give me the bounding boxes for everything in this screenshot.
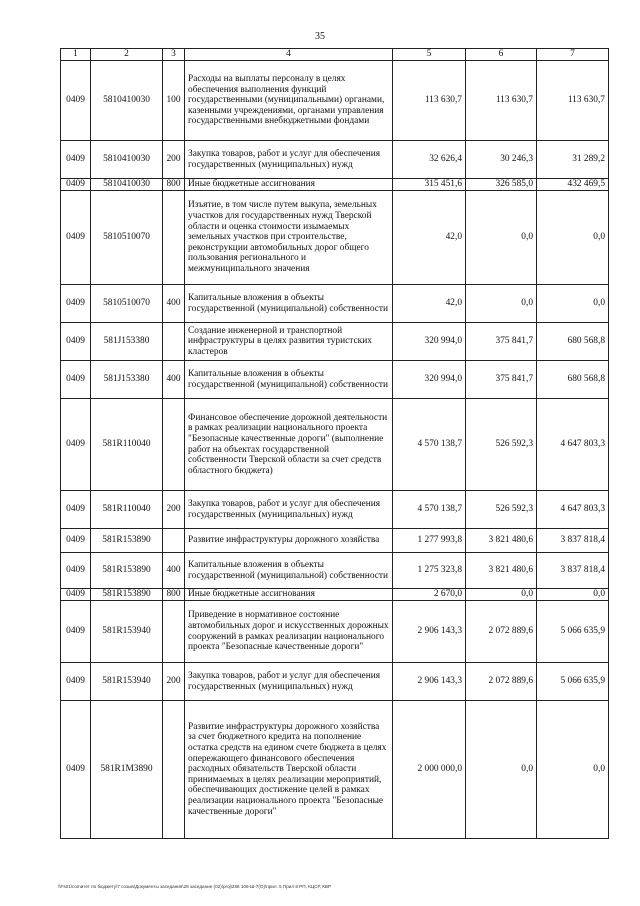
section-cell: 0409 xyxy=(61,141,91,179)
amount-year3-cell: 0,0 xyxy=(537,701,609,839)
footer-file-path: \\Fs01\comитет по бюджету\7 созыв\Документы заседания\28 заседание (02)\proj\286 108-Ш-7(О)\прил. 5 Прил 8 РП, КЦСР, КВР xyxy=(58,884,332,889)
header-cell: 7 xyxy=(537,49,609,61)
code-cell: 5810510070 xyxy=(91,285,163,323)
section-cell: 0409 xyxy=(61,491,91,529)
table-row xyxy=(61,285,609,323)
section-cell: 0409 xyxy=(61,285,91,323)
description-cell: Капитальные вложения в объекты государственной (муниципальной) собственности xyxy=(185,361,393,399)
description-cell: Финансовое обеспечение дорожной деятельности в рамках реализации национального проекта "Безопасные качественные дороги" (выполнение работ на объектах государственной собственности Тверской области за счет средств областного бюджета) xyxy=(185,399,393,491)
type-cell xyxy=(163,701,185,839)
header-cell: 2 xyxy=(91,49,163,61)
amount-year3-cell: 31 289,2 xyxy=(537,141,609,179)
amount-year3-cell: 0,0 xyxy=(537,285,609,323)
section-cell: 0409 xyxy=(61,323,91,361)
table-row xyxy=(61,701,609,839)
type-cell xyxy=(163,323,185,361)
section-cell: 0409 xyxy=(61,399,91,491)
table-row xyxy=(61,141,609,179)
amount-year2-cell: 375 841,7 xyxy=(466,323,537,361)
amount-year3-cell: 5 066 635,9 xyxy=(537,601,609,663)
table-header-row xyxy=(61,49,609,61)
table-row xyxy=(61,553,609,589)
amount-year1-cell: 113 630,7 xyxy=(393,61,466,141)
amount-year1-cell: 4 570 138,7 xyxy=(393,491,466,529)
amount-year2-cell: 526 592,3 xyxy=(466,491,537,529)
amount-year1-cell: 2 906 143,3 xyxy=(393,663,466,701)
code-cell: 5810410030 xyxy=(91,141,163,179)
budget-table xyxy=(60,48,609,839)
amount-year1-cell: 1 275 323,8 xyxy=(393,553,466,589)
amount-year3-cell: 113 630,7 xyxy=(537,61,609,141)
description-cell: Иные бюджетные ассигнования xyxy=(185,589,393,601)
header-cell: 5 xyxy=(393,49,466,61)
code-cell: 581R1M3890 xyxy=(91,701,163,839)
table-row xyxy=(61,323,609,361)
amount-year1-cell: 320 994,0 xyxy=(393,361,466,399)
type-cell: 200 xyxy=(163,491,185,529)
amount-year2-cell: 2 072 889,6 xyxy=(466,601,537,663)
description-cell: Создание инженерной и транспортной инфраструктуры в целях развития туристских кластеров xyxy=(185,323,393,361)
amount-year1-cell: 2 670,0 xyxy=(393,589,466,601)
description-cell: Капитальные вложения в объекты государственной (муниципальной) собственности xyxy=(185,553,393,589)
amount-year1-cell: 2 000 000,0 xyxy=(393,701,466,839)
table-row xyxy=(61,663,609,701)
table-row xyxy=(61,361,609,399)
description-cell: Изъятие, в том числе путем выкупа, земельных участков для государственных нужд Тверской области и оценка стоимости изымаемых земельных участков при строительстве, реконструкции автомобильных дорог общего пользования регионального и межмуниципального значения xyxy=(185,191,393,285)
amount-year3-cell: 3 837 818,4 xyxy=(537,529,609,553)
header-cell: 1 xyxy=(61,49,91,61)
description-cell: Развитие инфраструктуры дорожного хозяйства xyxy=(185,529,393,553)
code-cell: 581R110040 xyxy=(91,399,163,491)
table-row xyxy=(61,589,609,601)
amount-year2-cell: 3 821 480,6 xyxy=(466,553,537,589)
amount-year1-cell: 315 451,6 xyxy=(393,179,466,191)
section-cell: 0409 xyxy=(61,589,91,601)
table-row xyxy=(61,491,609,529)
type-cell: 400 xyxy=(163,285,185,323)
amount-year2-cell: 526 592,3 xyxy=(466,399,537,491)
amount-year2-cell: 2 072 889,6 xyxy=(466,663,537,701)
amount-year2-cell: 375 841,7 xyxy=(466,361,537,399)
amount-year3-cell: 432 469,5 xyxy=(537,179,609,191)
type-cell xyxy=(163,601,185,663)
code-cell: 5810410030 xyxy=(91,179,163,191)
amount-year3-cell: 4 647 803,3 xyxy=(537,491,609,529)
section-cell: 0409 xyxy=(61,61,91,141)
description-cell: Развитие инфраструктуры дорожного хозяйства за счет бюджетного кредита на пополнение остатка средств на едином счете бюджета в целях опережающего финансового обеспечения расходных обязательств Тверской области принимаемых в целях реализации мероприятий, обеспечивающих достижение целей в рамках реализации национального проекта "Безопасные качественные дороги" xyxy=(185,701,393,839)
amount-year1-cell: 32 626,4 xyxy=(393,141,466,179)
table-row xyxy=(61,529,609,553)
amount-year2-cell: 0,0 xyxy=(466,285,537,323)
code-cell: 5810510070 xyxy=(91,191,163,285)
amount-year2-cell: 3 821 480,6 xyxy=(466,529,537,553)
table-row xyxy=(61,61,609,141)
section-cell: 0409 xyxy=(61,179,91,191)
type-cell: 200 xyxy=(163,141,185,179)
amount-year2-cell: 326 585,0 xyxy=(466,179,537,191)
code-cell: 581R153890 xyxy=(91,529,163,553)
code-cell: 581J153380 xyxy=(91,323,163,361)
header-cell: 6 xyxy=(466,49,537,61)
section-cell: 0409 xyxy=(61,529,91,553)
table-row xyxy=(61,601,609,663)
section-cell: 0409 xyxy=(61,191,91,285)
amount-year3-cell: 3 837 818,4 xyxy=(537,553,609,589)
amount-year2-cell: 0,0 xyxy=(466,191,537,285)
type-cell: 400 xyxy=(163,553,185,589)
page-number: 35 xyxy=(315,31,325,42)
description-cell: Приведение в нормативное состояние автомобильных дорог и искусственных дорожных сооружений в рамках реализации национального проекта "Безопасные качественные дороги" xyxy=(185,601,393,663)
section-cell: 0409 xyxy=(61,553,91,589)
amount-year3-cell: 4 647 803,3 xyxy=(537,399,609,491)
table-body xyxy=(61,61,609,839)
amount-year2-cell: 0,0 xyxy=(466,701,537,839)
amount-year2-cell: 113 630,7 xyxy=(466,61,537,141)
amount-year3-cell: 5 066 635,9 xyxy=(537,663,609,701)
amount-year2-cell: 30 246,3 xyxy=(466,141,537,179)
description-cell: Капитальные вложения в объекты государственной (муниципальной) собственности xyxy=(185,285,393,323)
header-cell: 4 xyxy=(185,49,393,61)
amount-year1-cell: 42,0 xyxy=(393,285,466,323)
section-cell: 0409 xyxy=(61,601,91,663)
amount-year1-cell: 320 994,0 xyxy=(393,323,466,361)
section-cell: 0409 xyxy=(61,663,91,701)
type-cell: 200 xyxy=(163,663,185,701)
description-cell: Расходы на выплаты персоналу в целях обеспечения выполнения функций государственными (муниципальными) органами, казенными учреждениями, органами управления государственными внебюджетными фондами xyxy=(185,61,393,141)
amount-year1-cell: 2 906 143,3 xyxy=(393,601,466,663)
table-row xyxy=(61,399,609,491)
type-cell: 800 xyxy=(163,589,185,601)
code-cell: 5810410030 xyxy=(91,61,163,141)
amount-year1-cell: 4 570 138,7 xyxy=(393,399,466,491)
code-cell: 581R153890 xyxy=(91,553,163,589)
table-row xyxy=(61,191,609,285)
header-cell: 3 xyxy=(163,49,185,61)
type-cell: 800 xyxy=(163,179,185,191)
description-cell: Закупка товаров, работ и услуг для обеспечения государственных (муниципальных) нужд xyxy=(185,663,393,701)
type-cell xyxy=(163,529,185,553)
description-cell: Закупка товаров, работ и услуг для обеспечения государственных (муниципальных) нужд xyxy=(185,491,393,529)
amount-year3-cell: 0,0 xyxy=(537,589,609,601)
amount-year1-cell: 42,0 xyxy=(393,191,466,285)
type-cell: 400 xyxy=(163,361,185,399)
section-cell: 0409 xyxy=(61,361,91,399)
description-cell: Иные бюджетные ассигнования xyxy=(185,179,393,191)
amount-year2-cell: 0,0 xyxy=(466,589,537,601)
code-cell: 581R153890 xyxy=(91,589,163,601)
type-cell xyxy=(163,399,185,491)
amount-year3-cell: 680 568,8 xyxy=(537,323,609,361)
amount-year3-cell: 0,0 xyxy=(537,191,609,285)
code-cell: 581R153940 xyxy=(91,601,163,663)
type-cell: 100 xyxy=(163,61,185,141)
code-cell: 581J153380 xyxy=(91,361,163,399)
type-cell xyxy=(163,191,185,285)
table-row xyxy=(61,179,609,191)
description-cell: Закупка товаров, работ и услуг для обеспечения государственных (муниципальных) нужд xyxy=(185,141,393,179)
code-cell: 581R110040 xyxy=(91,491,163,529)
amount-year3-cell: 680 568,8 xyxy=(537,361,609,399)
amount-year1-cell: 1 277 993,8 xyxy=(393,529,466,553)
section-cell: 0409 xyxy=(61,701,91,839)
code-cell: 581R153940 xyxy=(91,663,163,701)
